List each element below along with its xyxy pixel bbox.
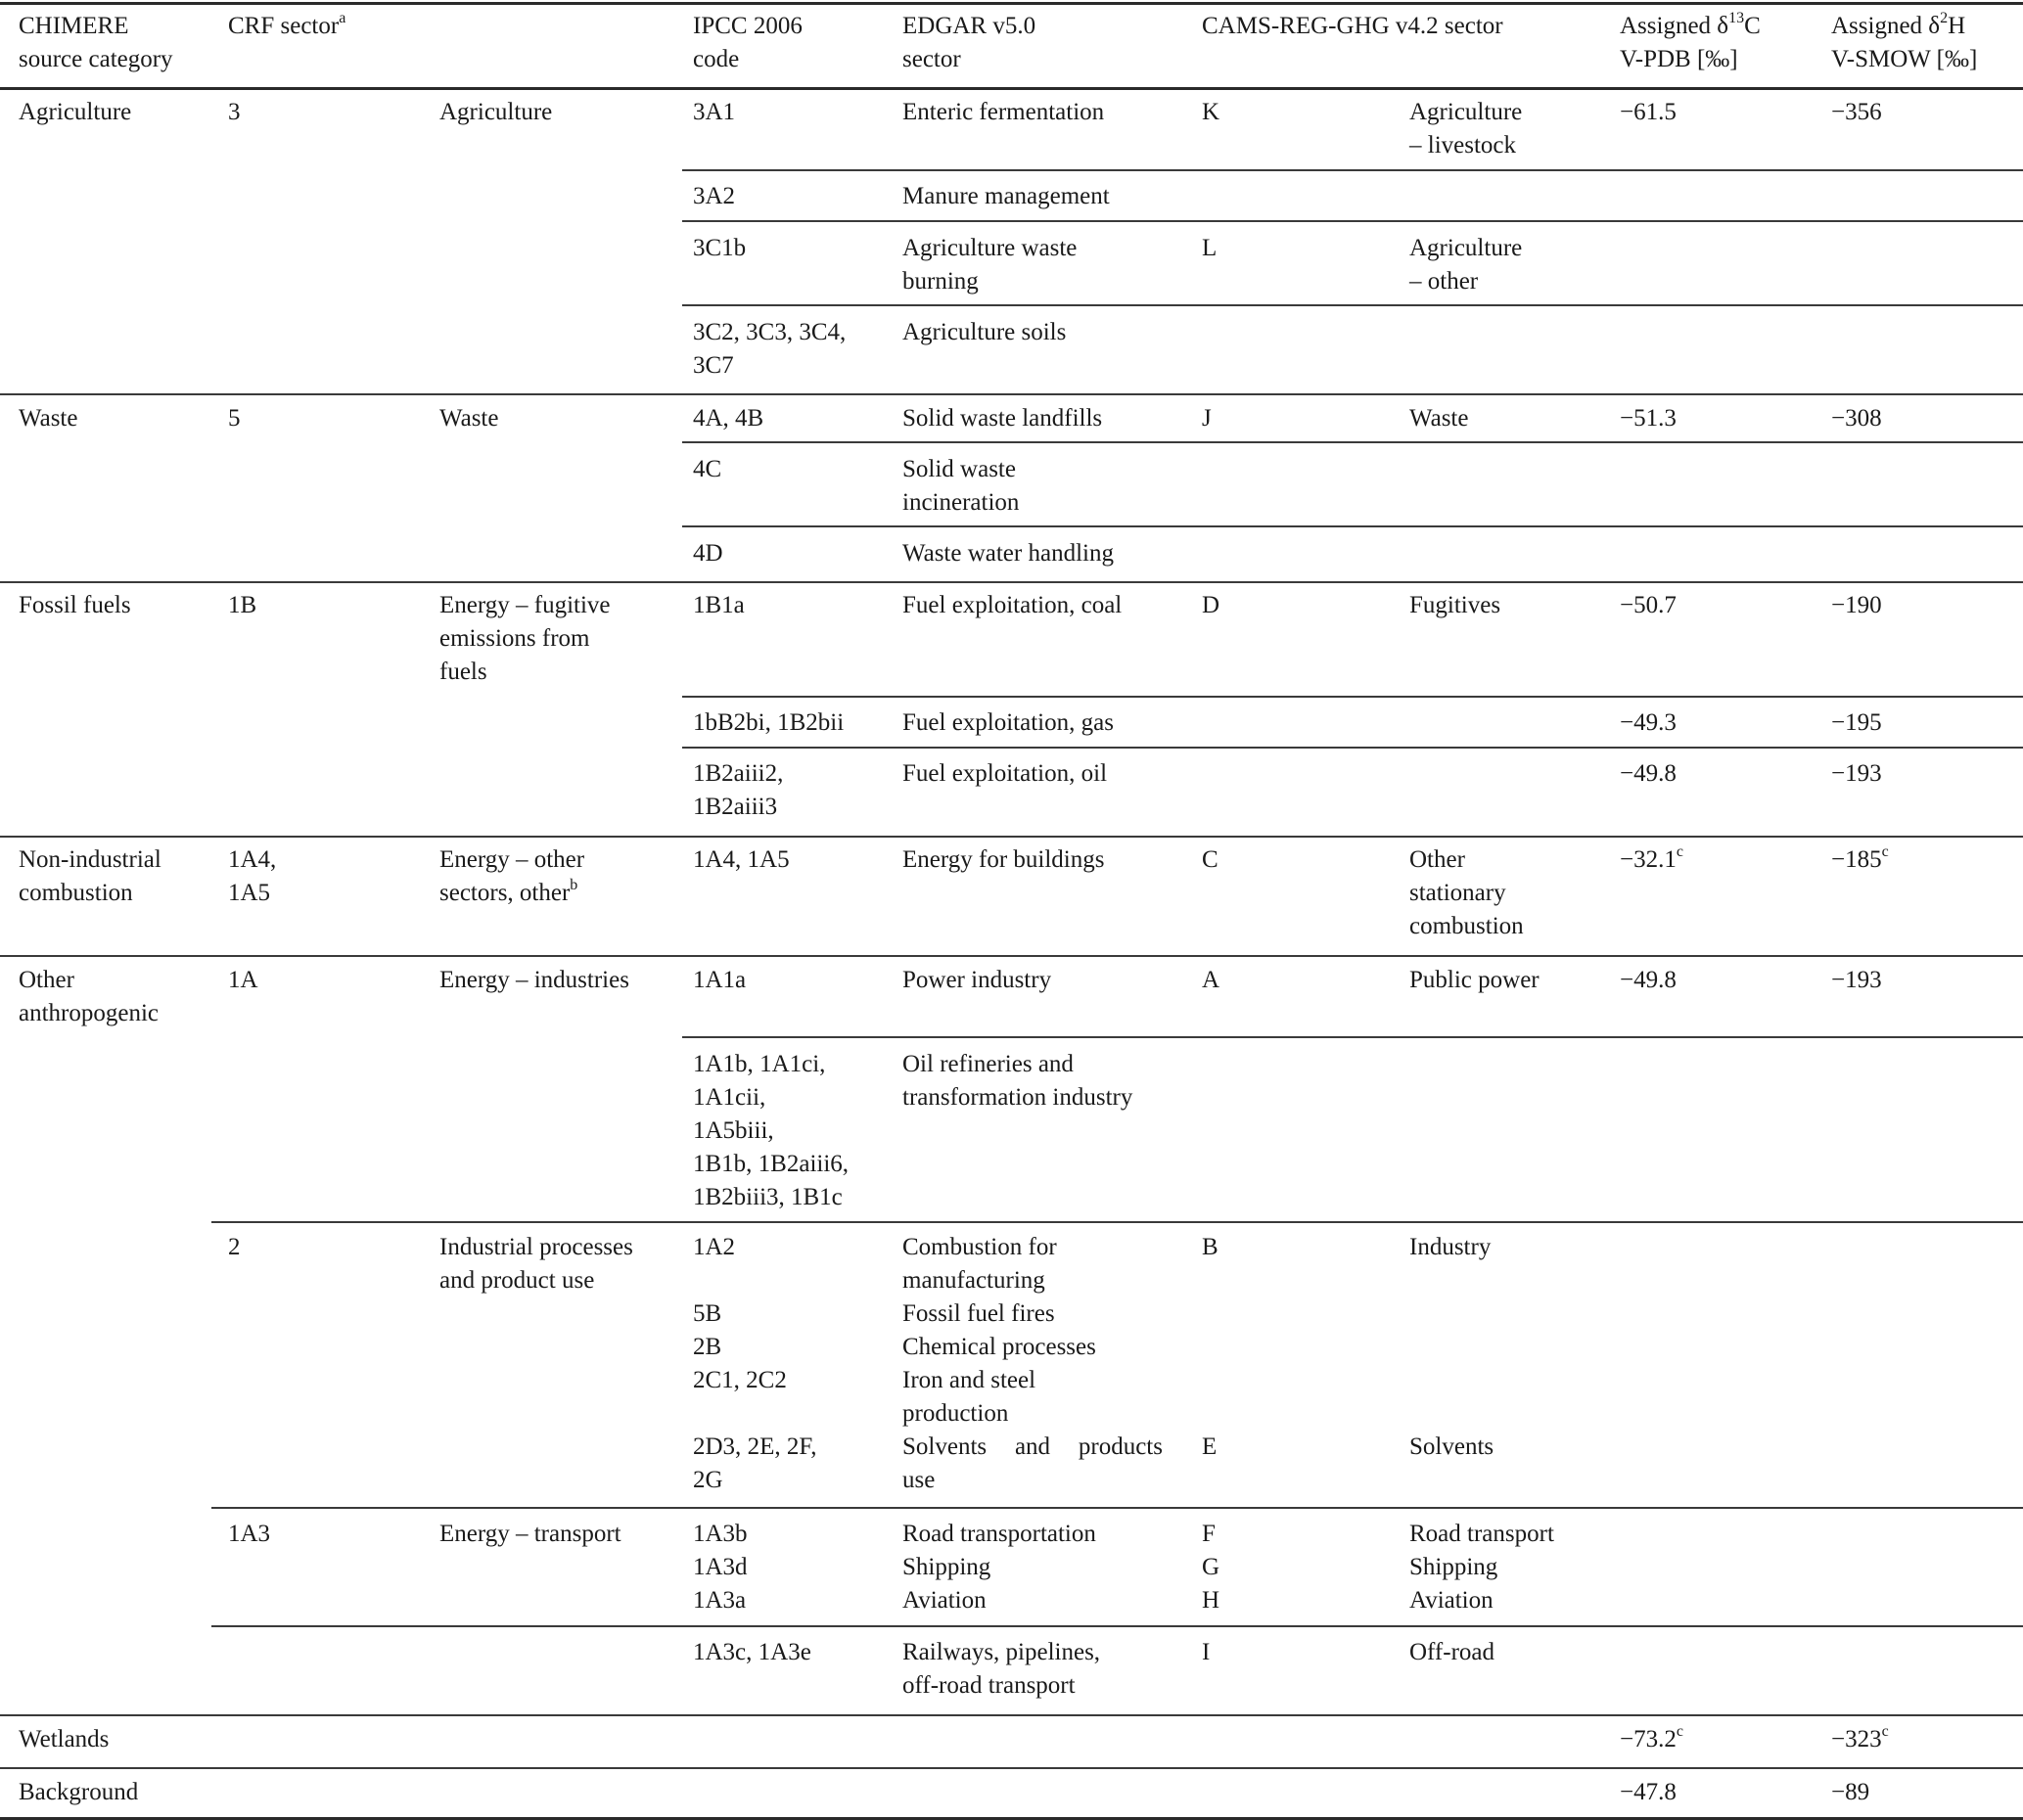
edgar-sector: Railways, pipelines, off-road transport	[902, 1639, 1101, 1699]
footnote-c: c	[1676, 1722, 1683, 1740]
d13c-value: −47.8	[1620, 1779, 1677, 1805]
header-edgar-sector: EDGAR v5.0 sector	[902, 13, 1036, 72]
ipcc-code: 4A, 4B	[693, 405, 764, 432]
d2h-value: −190	[1831, 592, 1882, 618]
category-agriculture: Agriculture	[19, 99, 132, 125]
ipcc-code: 1A2 5B 2B 2C1, 2C2 2D3, 2E, 2F, 2G	[693, 1234, 817, 1493]
header-d2h: Assigned $\delta^2H$ V-SMOW [‰]	[1831, 9, 1978, 72]
d2h-value: $-185^c$	[1831, 842, 1889, 873]
edgar-sector: Solid waste landfills	[902, 405, 1103, 432]
ipcc-code: 1B2aiii2, 1B2aiii3	[693, 760, 784, 820]
crf-name: Energy – other sectors, other$^b$	[439, 846, 585, 906]
row-rule	[682, 1036, 2023, 1038]
ipcc-code: 1bB2bi, 1B2bii	[693, 709, 845, 736]
footnote-b: b	[570, 876, 578, 893]
footnote-c: c	[1881, 842, 1889, 860]
d13c-value: −73.2$^c$	[1620, 1722, 1683, 1752]
d2h-value: −89	[1831, 1779, 1870, 1805]
edgar-sector: Enteric fermentation	[902, 99, 1105, 125]
d2h-value: −193	[1831, 967, 1882, 993]
crf-code: 3	[228, 99, 241, 125]
edgar-sector: Fuel exploitation, gas	[902, 709, 1114, 736]
d13c-value: −32.1$^c$	[1620, 842, 1683, 873]
ipcc-code: 1A3c, 1A3e	[693, 1639, 811, 1665]
sub-rule	[211, 1221, 2023, 1223]
row-rule	[682, 747, 2023, 749]
crf-name: Energy – transport	[439, 1521, 621, 1547]
d2h-value: −195	[1831, 709, 1882, 736]
group-rule	[0, 955, 2023, 957]
edgar-sector: Agriculture waste burning	[902, 235, 1078, 295]
edgar-sector: Road transportation Shipping Aviation	[902, 1521, 1096, 1614]
row-rule	[682, 441, 2023, 443]
cams-name: Solvents	[1409, 1433, 1494, 1460]
edgar-sector: Agriculture soils	[902, 319, 1067, 345]
ipcc-code: 1B1a	[693, 592, 745, 618]
d13c-value: −61.5	[1620, 99, 1677, 125]
edgar-sector: Fuel exploitation, coal	[902, 592, 1123, 618]
ipcc-code: 1A3b 1A3d 1A3a	[693, 1521, 748, 1614]
edgar-sector: Solid waste incineration	[902, 456, 1020, 516]
crf-name: Agriculture	[439, 99, 553, 125]
cams-name: Agriculture – other	[1409, 235, 1523, 295]
d13c-value: −51.3	[1620, 405, 1677, 432]
cams-letter: K	[1202, 99, 1220, 125]
crf-name: Industrial processes and product use	[439, 1234, 633, 1294]
d13c-value: −50.7	[1620, 592, 1677, 618]
ipcc-code: 1A1b, 1A1ci, 1A1cii, 1A5biii, 1B1b, 1B2aiii6, 1B2biii3, 1B1c	[693, 1051, 850, 1210]
edgar-sector: Power industry	[902, 967, 1052, 993]
crf-name: Waste	[439, 405, 499, 432]
edgar-sector: Waste water handling	[902, 540, 1114, 567]
ipcc-code: 3A1	[693, 99, 736, 125]
row-rule	[682, 220, 2023, 222]
sub-rule	[211, 1625, 2023, 1627]
row-rule	[682, 696, 2023, 698]
cams-letter: I	[1202, 1639, 1211, 1665]
category-background: Background	[19, 1779, 139, 1805]
header-crf-sector: CRF sector$^a$	[228, 9, 346, 39]
row-rule	[682, 169, 2023, 171]
cams-letter: B	[1202, 1234, 1218, 1260]
category-wetlands: Wetlands	[19, 1726, 110, 1752]
crf-code: 1A3	[228, 1521, 271, 1547]
edgar-sector: Combustion for manufacturing Fossil fuel fires Chemical processes Iron and steel production Solvents and products use	[902, 1234, 1163, 1493]
d2h-value: $-323^c$	[1831, 1722, 1889, 1752]
ipcc-code: 3C2, 3C3, 3C4, 3C7	[693, 319, 847, 379]
cams-name: Off-road	[1409, 1639, 1494, 1665]
edgar-sector: Energy for buildings	[902, 846, 1105, 873]
group-rule	[0, 1767, 2023, 1769]
crf-code: 1A4, 1A5	[228, 846, 277, 906]
footnote-c: c	[1881, 1722, 1889, 1740]
row-rule	[682, 304, 2023, 306]
header-ipcc-code: IPCC 2006 code	[693, 13, 803, 72]
cams-name: Agriculture – livestock	[1409, 99, 1523, 159]
crf-code: 2	[228, 1234, 241, 1260]
header-cams-sector: CAMS-REG-GHG v4.2 sector	[1202, 13, 1503, 39]
crf-name: Energy – industries	[439, 967, 629, 993]
category-fossil-fuels: Fossil fuels	[19, 592, 131, 618]
cams-letter: L	[1202, 235, 1218, 261]
cams-name: Waste	[1409, 405, 1469, 432]
edgar-sector: Oil refineries and transformation industry	[902, 1051, 1133, 1111]
group-rule	[0, 393, 2023, 395]
cams-name: Fugitives	[1409, 592, 1501, 618]
edgar-sector: Fuel exploitation, oil	[902, 760, 1108, 787]
header-source-category: CHIMERE source category	[19, 13, 173, 72]
cams-letter: D	[1202, 592, 1220, 618]
edgar-sector: Manure management	[902, 183, 1110, 209]
ipcc-code: 3C1b	[693, 235, 747, 261]
crf-name: Energy – fugitive emissions from fuels	[439, 592, 611, 685]
d13c-value: −49.8	[1620, 967, 1677, 993]
group-rule	[0, 836, 2023, 838]
crf-code: 1A	[228, 967, 258, 993]
ipcc-code: 3A2	[693, 183, 736, 209]
header-d13c: Assigned $\delta^{13}C$ V-PDB [‰]	[1620, 9, 1761, 72]
ipcc-code: 4D	[693, 540, 723, 567]
cams-letter: F G H	[1202, 1521, 1220, 1614]
d13c-value: −49.3	[1620, 709, 1677, 736]
top-rule	[0, 2, 2023, 5]
cams-letter: A	[1202, 967, 1220, 993]
footnote-c: c	[1676, 842, 1683, 860]
cams-name: Public power	[1409, 967, 1540, 993]
d2h-value: −308	[1831, 405, 1882, 432]
category-waste: Waste	[19, 405, 78, 432]
cams-name: Road transport Shipping Aviation	[1409, 1521, 1554, 1614]
d2h-value: −193	[1831, 760, 1882, 787]
cams-name: Industry	[1409, 1234, 1492, 1260]
group-rule	[0, 1714, 2023, 1716]
ipcc-code: 1A4, 1A5	[693, 846, 790, 873]
d2h-value: −356	[1831, 99, 1882, 125]
cams-letter: E	[1202, 1433, 1218, 1460]
group-rule	[0, 581, 2023, 583]
footnote-a: a	[339, 9, 346, 26]
crf-code: 1B	[228, 592, 257, 618]
category-non-industrial-combustion: Non-industrial combustion	[19, 846, 161, 906]
ipcc-code: 4C	[693, 456, 722, 482]
category-other-anthropogenic: Other anthropogenic	[19, 967, 160, 1026]
d13c-value: −49.8	[1620, 760, 1677, 787]
crf-code: 5	[228, 405, 241, 432]
cams-letter: C	[1202, 846, 1218, 873]
cams-letter: J	[1202, 405, 1212, 432]
sub-rule	[211, 1507, 2023, 1509]
cams-name: Other stationary combustion	[1409, 846, 1524, 939]
ipcc-code: 1A1a	[693, 967, 747, 993]
row-rule	[682, 525, 2023, 527]
header-rule	[0, 87, 2023, 90]
